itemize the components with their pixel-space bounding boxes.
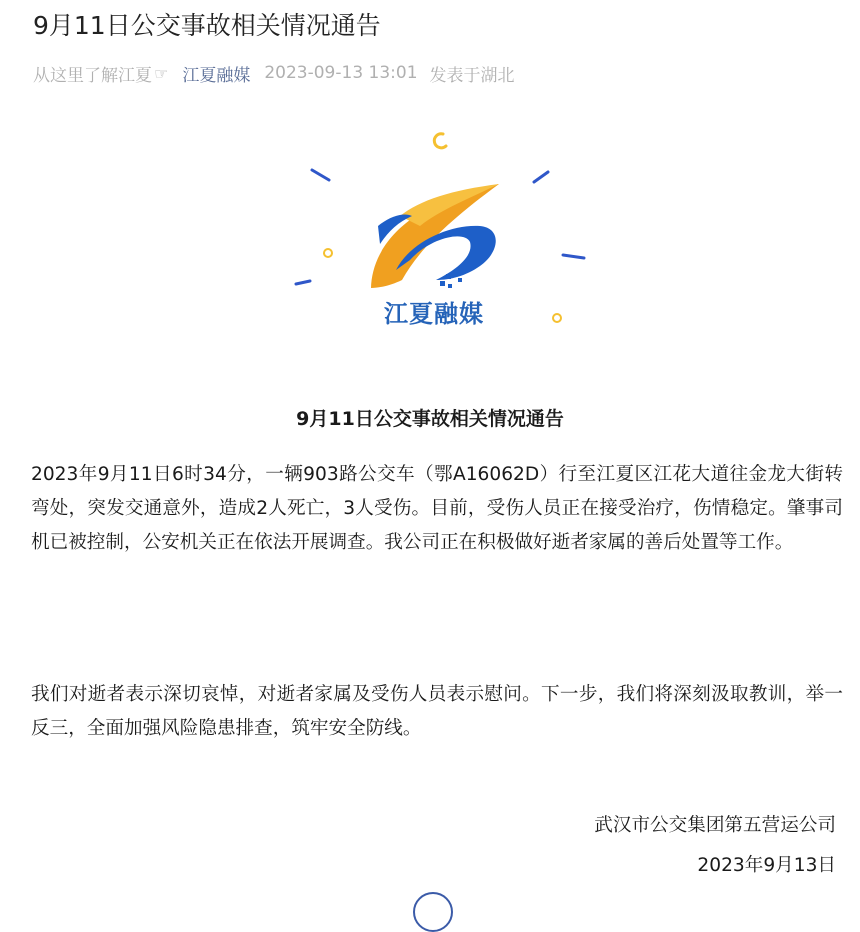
signature-organization: 武汉市公交集团第五营运公司 (594, 815, 836, 836)
decor-dash (312, 170, 329, 180)
account-logo-image (280, 120, 600, 340)
decor-dash (534, 172, 548, 182)
notice-paragraph-2: 我们对逝者表示深切哀悼，对逝者家属及受伤人员表示慰问。下一步，我们将深刻汲取教训，举一反三，全面加强风险隐患排查，筑牢安全防线。 (31, 684, 843, 739)
pointing-hand-icon: ☞ (154, 63, 169, 83)
publish-date: 2023-09-13 13:01 (264, 63, 418, 83)
account-name-link[interactable]: 江夏融媒 (182, 65, 251, 86)
decor-dash (296, 281, 310, 284)
logo-pixel (446, 274, 451, 279)
logo-pixel (454, 270, 459, 275)
publish-location: 发表于湖北 (429, 65, 515, 86)
decor-ring (324, 249, 332, 257)
logo-pixel (458, 278, 462, 282)
signature-date: 2023年9月13日 (697, 855, 836, 876)
notice-heading: 9月11日公交事故相关情况通告 (296, 408, 564, 430)
decor-dash (563, 255, 584, 258)
article-meta (33, 58, 515, 88)
decor-ring (434, 134, 446, 148)
meta-hint[interactable]: 从这里了解江夏 (33, 65, 152, 86)
article-title: 9月11日公交事故相关情况通告 (33, 11, 381, 40)
logo-pixel (448, 284, 452, 288)
notice-paragraph-1: 2023年9月11日6时34分，一辆903路公交车（鄂A16062D）行至江夏区江花大道往金龙大街转弯处，突发交通意外，造成2人死亡，3人受伤。目前，受伤人员正在接受治疗，伤情稳定。肇事司机已被控制，公安机关正在依法开展调查。我公司正在积极做好逝者家属的善后处置等工作。 (31, 464, 843, 553)
partial-circle-icon[interactable] (413, 892, 453, 932)
logo-text: 江夏融媒 (384, 300, 484, 328)
decor-ring (553, 314, 561, 322)
logo-pixel (440, 281, 445, 286)
